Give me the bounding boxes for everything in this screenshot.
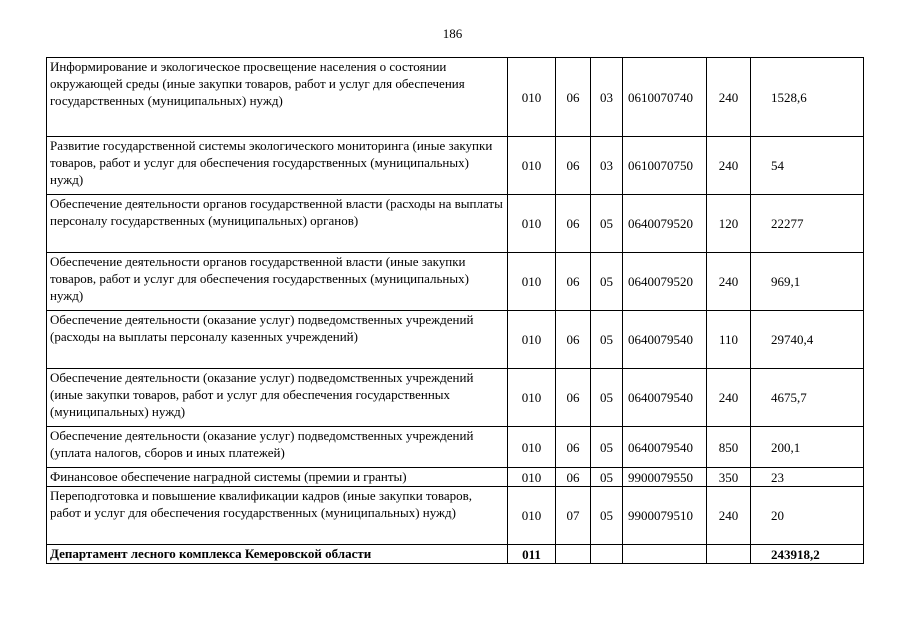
section-cell: 07 [556, 487, 591, 545]
table-row [47, 137, 864, 195]
section-cell: 06 [556, 137, 591, 195]
page-number: 186 [442, 26, 463, 41]
subsection-cell: 03 [591, 58, 623, 137]
expense-type-cell: 240 [707, 253, 751, 311]
ved-cell: 011 [508, 545, 556, 564]
target-article-cell: 0610070750 [623, 137, 707, 195]
table-row [47, 253, 864, 311]
amount-cell: 969,1 [751, 253, 864, 311]
subsection-cell [591, 545, 623, 564]
section-cell: 06 [556, 311, 591, 369]
row-name: Обеспечение деятельности органов государственной власти (иные закупки товаров, работ и услуг для обеспечения государственных (муниципальных) нужд) [47, 253, 508, 311]
subsection-cell: 05 [591, 427, 623, 468]
expense-type-cell: 240 [707, 487, 751, 545]
subsection-cell: 05 [591, 369, 623, 427]
row-name: Финансовое обеспечение наградной системы (премии и гранты) [47, 468, 508, 487]
table-row [47, 195, 864, 253]
ved-cell: 010 [508, 427, 556, 468]
target-article-cell: 0640079540 [623, 311, 707, 369]
subsection-cell: 05 [591, 253, 623, 311]
subsection-cell: 05 [591, 311, 623, 369]
subsection-cell: 03 [591, 137, 623, 195]
table-row [47, 487, 864, 545]
subsection-cell: 05 [591, 468, 623, 487]
table-row-total [47, 545, 864, 564]
target-article-cell: 0640079520 [623, 253, 707, 311]
target-article-cell: 0610070740 [623, 58, 707, 137]
expense-type-cell: 240 [707, 58, 751, 137]
ved-cell: 010 [508, 137, 556, 195]
amount-cell: 54 [751, 137, 864, 195]
ved-cell: 010 [508, 369, 556, 427]
row-name: Обеспечение деятельности (оказание услуг) подведомственных учреждений (расходы на выплаты персоналу казенных учреждений) [47, 311, 508, 369]
table-row [47, 58, 864, 137]
section-cell: 06 [556, 468, 591, 487]
table-row [47, 468, 864, 487]
subsection-cell: 05 [591, 195, 623, 253]
row-name: Обеспечение деятельности (оказание услуг) подведомственных учреждений (уплата налогов, сборов и иных платежей) [47, 427, 508, 468]
row-name: Информирование и экологическое просвещение населения о состоянии окружающей среды (иные закупки товаров, работ и услуг для обеспечения государственных (муниципальных) нужд) [47, 58, 508, 137]
expense-type-cell: 350 [707, 468, 751, 487]
row-name: Переподготовка и повышение квалификации кадров (иные закупки товаров, работ и услуг для обеспечения государственных (муниципальных) нужд) [47, 487, 508, 545]
amount-cell: 29740,4 [751, 311, 864, 369]
section-cell: 06 [556, 195, 591, 253]
table-row [47, 311, 864, 369]
target-article-cell: 9900079550 [623, 468, 707, 487]
amount-cell: 4675,7 [751, 369, 864, 427]
ved-cell: 010 [508, 58, 556, 137]
target-article-cell: 0640079540 [623, 369, 707, 427]
section-cell: 06 [556, 427, 591, 468]
subsection-cell: 05 [591, 487, 623, 545]
ved-cell: 010 [508, 468, 556, 487]
amount-cell: 20 [751, 487, 864, 545]
section-cell [556, 545, 591, 564]
ved-cell: 010 [508, 195, 556, 253]
section-cell: 06 [556, 369, 591, 427]
target-article-cell: 9900079510 [623, 487, 707, 545]
ved-cell: 010 [508, 253, 556, 311]
target-article-cell [623, 545, 707, 564]
amount-cell: 243918,2 [751, 545, 864, 564]
target-article-cell: 0640079540 [623, 427, 707, 468]
section-cell: 06 [556, 58, 591, 137]
expense-type-cell [707, 545, 751, 564]
row-name: Обеспечение деятельности (оказание услуг) подведомственных учреждений (иные закупки товаров, работ и услуг для обеспечения государственных (муниципальных) нужд) [47, 369, 508, 427]
amount-cell: 1528,6 [751, 58, 864, 137]
budget-table [46, 57, 864, 564]
expense-type-cell: 110 [707, 311, 751, 369]
row-name: Обеспечение деятельности органов государственной власти (расходы на выплаты персоналу государственных (муниципальных) органов) [47, 195, 508, 253]
target-article-cell: 0640079520 [623, 195, 707, 253]
row-name: Развитие государственной системы экологического мониторинга (иные закупки товаров, работ и услуг для обеспечения государственных (муниципальных) нужд) [47, 137, 508, 195]
expense-type-cell: 850 [707, 427, 751, 468]
ved-cell: 010 [508, 487, 556, 545]
amount-cell: 22277 [751, 195, 864, 253]
section-cell: 06 [556, 253, 591, 311]
expense-type-cell: 240 [707, 369, 751, 427]
amount-cell: 23 [751, 468, 864, 487]
expense-type-cell: 120 [707, 195, 751, 253]
row-name: Департамент лесного комплекса Кемеровской области [47, 545, 508, 564]
table-row [47, 427, 864, 468]
table-row [47, 369, 864, 427]
expense-type-cell: 240 [707, 137, 751, 195]
amount-cell: 200,1 [751, 427, 864, 468]
ved-cell: 010 [508, 311, 556, 369]
